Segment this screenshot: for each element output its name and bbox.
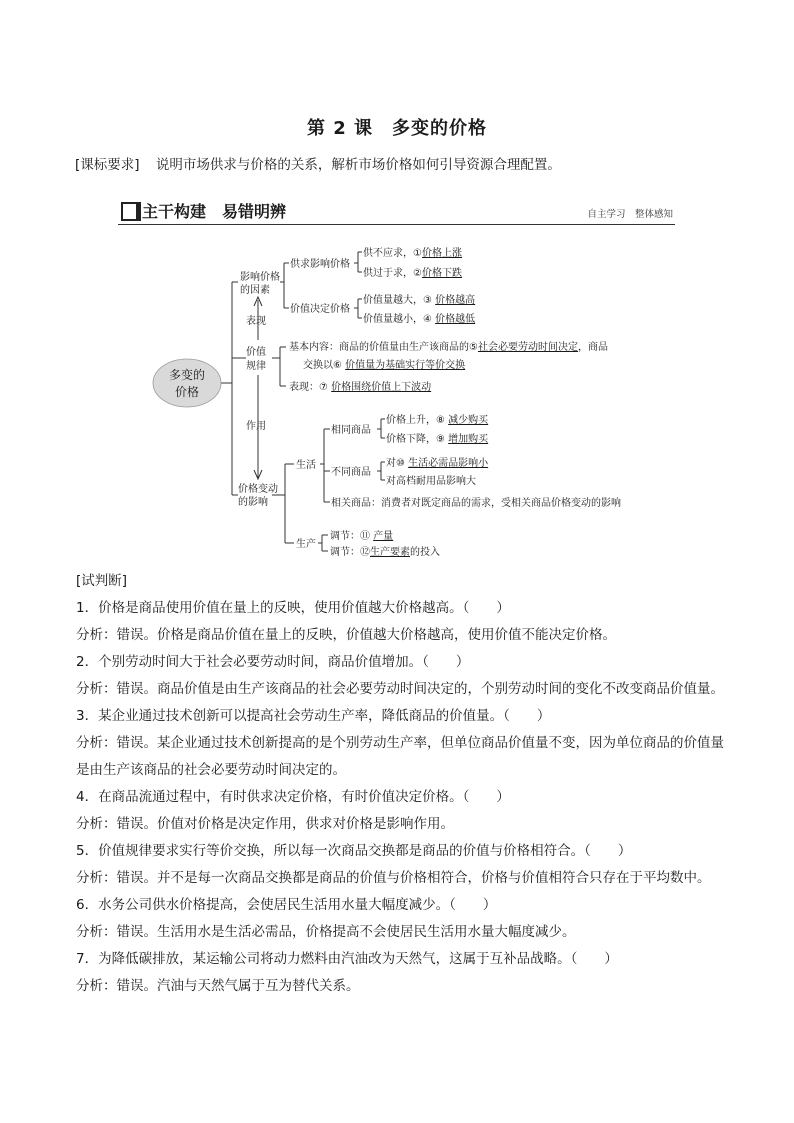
answer-10: 生活必需品影响小 <box>408 458 489 469</box>
value-decides-label: 价值决定价格 <box>290 304 350 315</box>
vd-line-1: 价值量越大，③ 价格越高 <box>363 295 476 306</box>
factors-label-1: 影响价格 <box>240 272 280 283</box>
basic-content-line: 基本内容：商品的价值量由生产该商品的⑤社会必要劳动时间决定，商品 <box>289 342 608 353</box>
diff-goods-label: 不同商品 <box>331 467 371 478</box>
center-label-line2: 价格 <box>174 385 200 399</box>
diff-line-1: 对⑩ 生活必需品影响小 <box>386 458 489 469</box>
center-node <box>153 359 221 407</box>
question: 6．水务公司供水价格提高，会使居民生活用水量大幅度减少。（ ） <box>76 897 497 913</box>
same-line-2: 价格下降，⑨ 增加购买 <box>386 434 489 445</box>
analysis: 分析：错误。生活用水是生活必需品，价格提高不会使居民生活用水量大幅度减少。 <box>76 924 576 940</box>
analysis: 分析：错误。价格是商品价值在量上的反映，价值越大价格越高，使用价值不能决定价格。 <box>76 627 616 643</box>
answer-7: 价格围绕价值上下波动 <box>331 382 432 393</box>
answer-3: 价格越高 <box>435 295 476 306</box>
same-goods-label: 相同商品 <box>331 425 371 436</box>
exchange-line: 交换以⑥ 价值量为基础实行等价交换 <box>303 360 466 371</box>
express-label: 表现 <box>246 316 266 327</box>
analysis: 分析：错误。某企业通过技术创新提高的是个别劳动生产率，但单位商品价值量不变，因为单位商品的价值量是由生产该商品的社会必要劳动时间决定的。 <box>76 735 724 778</box>
judgement-section <box>76 568 726 1000</box>
section-tag: 自主学习 整体感知 <box>587 209 673 220</box>
answer-2: 价格下跌 <box>421 268 462 279</box>
factors-label-2: 的因素 <box>240 285 270 296</box>
answer-12: 生产要素 <box>370 547 410 558</box>
related-goods-line: 相关商品：消费者对既定商品的需求，受相关商品价格变动的影响 <box>331 498 621 509</box>
question: 4．在商品流通过程中，有时供求决定价格，有时价值决定价格。（ ） <box>76 789 510 805</box>
law-label-1: 价值 <box>246 347 266 358</box>
analysis: 分析：错误。汽油与天然气属于互为替代关系。 <box>76 978 360 994</box>
prod-line-1: 调节：⑪ 产量 <box>330 531 394 542</box>
question: 3．某企业通过技术创新可以提高社会劳动生产率，降低商品的价值量。（ ） <box>76 708 551 724</box>
section-heading: [试判断] <box>76 573 128 589</box>
answer-5: 社会必要劳动时间决定 <box>477 342 578 353</box>
section-title: 主干构建 易错明辨 <box>142 202 287 221</box>
answer-9: 增加购买 <box>448 434 489 445</box>
analysis: 分析：错误。商品价值是由生产该商品的社会必要劳动时间决定的，个别劳动时间的变化不改变商品价值量。 <box>76 681 724 697</box>
page-title: 第 2 课 多变的价格 <box>306 118 488 139</box>
prod-line-2: 调节：⑫生产要素的投入 <box>330 547 440 558</box>
analysis: 分析：错误。并不是每一次商品交换都是商品的价值与价格相符合，价格与价值相符合只存在于平均数中。 <box>76 870 711 886</box>
answer-8: 减少购买 <box>448 415 489 426</box>
analysis: 分析：错误。价值对价格是决定作用，供求对价格是影响作用。 <box>76 816 454 832</box>
life-label: 生活 <box>296 460 316 471</box>
supply-demand-label: 供求影响价格 <box>290 259 350 270</box>
same-line-1: 价格上升，⑧ 减少购买 <box>386 415 489 426</box>
diff-line-2: 对高档耐用品影响大 <box>386 476 476 487</box>
question: 2．个别劳动时间大于社会必要劳动时间，商品价值增加。（ ） <box>76 654 470 670</box>
law-label-2: 规律 <box>246 361 266 372</box>
production-label: 生产 <box>296 539 316 550</box>
vd-line-2: 价值量越小，④ 价格越低 <box>363 314 476 325</box>
influence-label-2: 的影响 <box>238 497 268 508</box>
center-label-line1: 多变的 <box>168 368 206 382</box>
question: 7．为降低碳排放，某运输公司将动力燃料由汽油改为天然气，这属于互补品战略。（ ） <box>76 951 618 967</box>
requirement-text: 说明市场供求与价格的关系，解析市场价格如何引导资源合理配置。 <box>155 157 561 173</box>
answer-4: 价格越低 <box>435 314 476 325</box>
requirement-tag: [课标要求] <box>75 157 140 173</box>
question: 5．价值规律要求实行等价交换，所以每一次商品交换都是商品的价值与价格相符合。（ ） <box>76 843 632 859</box>
answer-1: 价格上涨 <box>421 248 462 259</box>
answer-6: 价值量为基础实行等价交换 <box>345 360 466 371</box>
influence-label-1: 价格变动 <box>238 484 278 495</box>
sd-line-2: 供过于求，②价格下跌 <box>363 268 462 279</box>
sd-line-1: 供不应求，①价格上涨 <box>363 248 462 259</box>
effect-label: 作用 <box>246 421 266 432</box>
answer-11: 产量 <box>373 531 394 542</box>
question: 1．价格是商品使用价值在量上的反映，使用价值越大价格越高。（ ） <box>76 600 510 616</box>
show-line: 表现：⑦ 价格围绕价值上下波动 <box>289 382 432 393</box>
